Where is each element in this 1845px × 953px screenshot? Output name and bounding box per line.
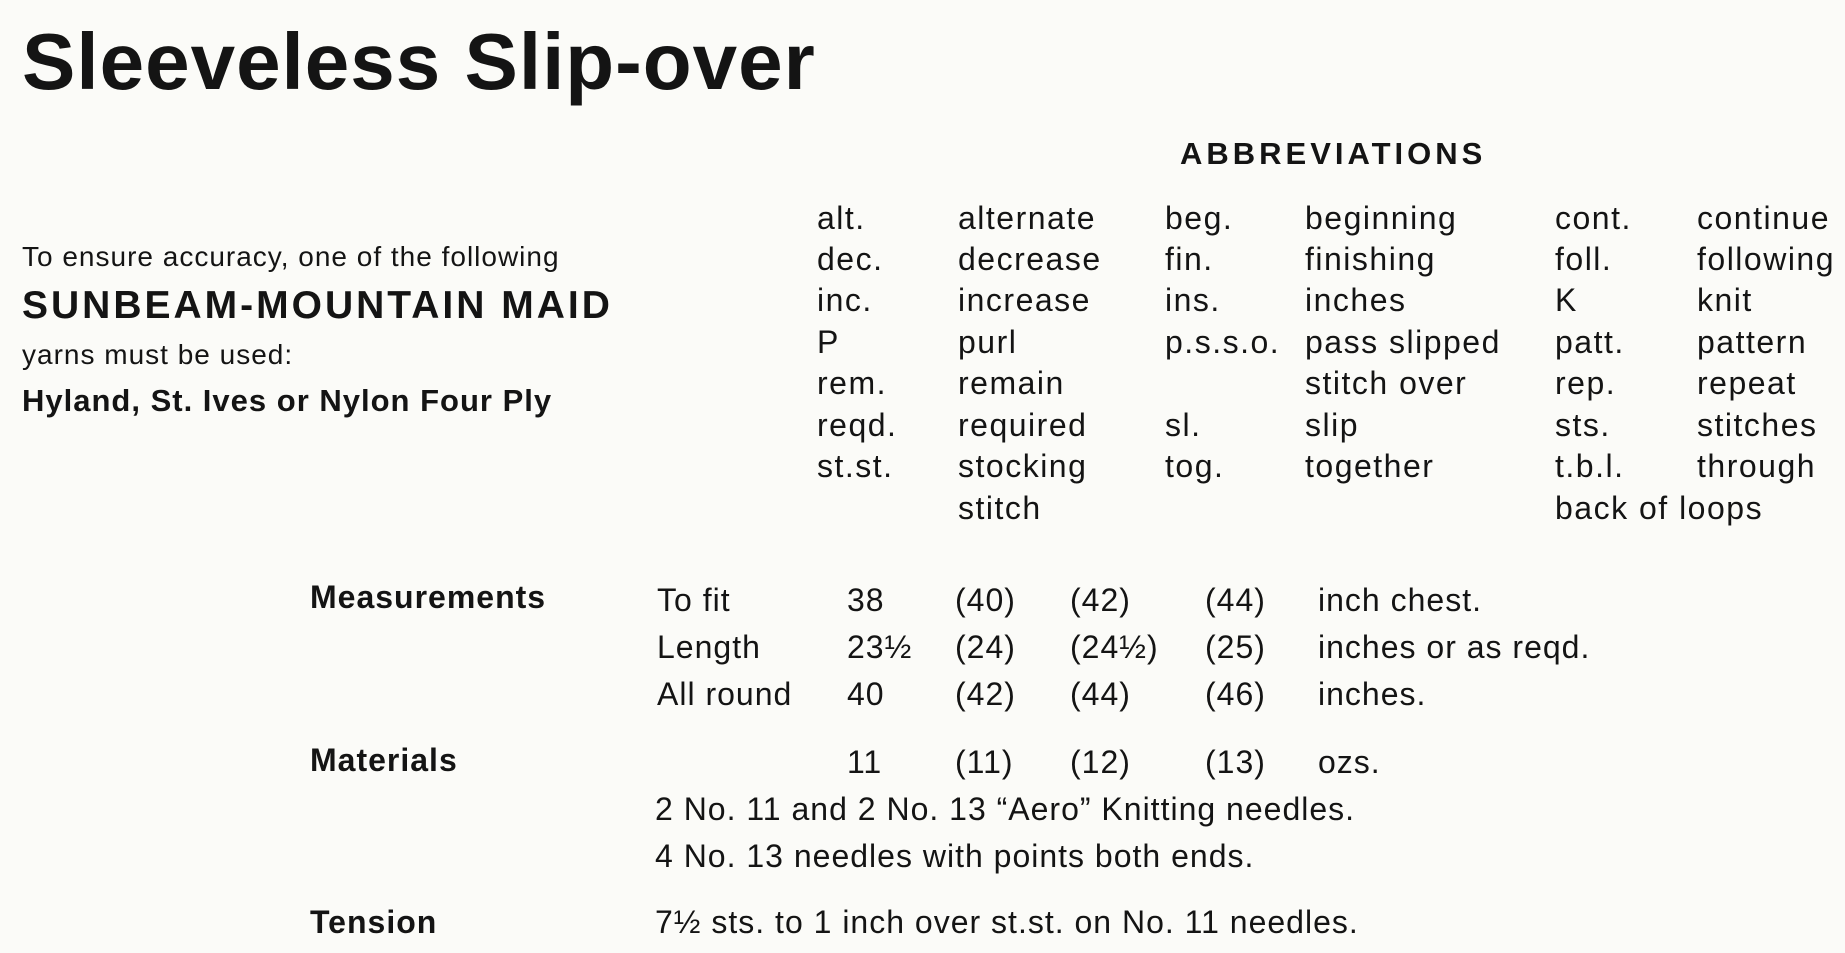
abbr-term: sts. [1555,407,1611,443]
yarn-intro: To ensure accuracy, one of the following [22,241,560,272]
abbr-meaning: stitches [1697,407,1818,443]
size-value: (46) [1205,676,1266,712]
measurement-label: To fit [657,582,731,618]
abbr-term: foll. [1555,241,1613,277]
abbr-meaning: stitch over [1305,365,1468,401]
materials-points: 4 No. 13 needles with points both ends. [655,838,1255,874]
abbr-meaning: slip [1305,407,1360,443]
abbreviation-row [0,445,1845,487]
abbreviation-row [0,404,1845,446]
abbreviation-row [0,487,1845,529]
abbreviation-row [0,279,1845,321]
abbr-meaning: beginning [1305,200,1458,236]
abbr-term: st.st. [817,448,894,484]
abbr-meaning: pass slipped [1305,324,1501,360]
abbr-term: beg. [1165,200,1234,236]
size-value: (24) [955,629,1016,665]
abbr-term: dec. [817,241,884,277]
abbr-meaning: finishing [1305,241,1436,277]
abbr-term: fin. [1165,241,1214,277]
abbreviation-row [0,321,1845,363]
measurement-label: All round [657,676,793,712]
size-value: (12) [1070,744,1131,780]
abbr-term: P [817,324,840,360]
abbr-meaning: following [1697,241,1836,277]
yarn-note: yarns must be used: [22,339,294,370]
abbr-meaning: remain [958,365,1065,401]
size-value: (44) [1070,676,1131,712]
materials-row [0,739,1845,785]
abbr-meaning: continue [1697,200,1830,236]
measurement-row [0,624,1845,670]
page-title: Sleeveless Slip-over [22,17,816,106]
abbr-meaning: required [958,407,1088,443]
size-value: (11) [955,744,1014,780]
size-value: (40) [955,582,1016,618]
materials-label: Materials [310,742,458,778]
abbr-term: reqd. [817,407,898,443]
size-value: 40 [847,676,885,712]
abbr-term: rep. [1555,365,1617,401]
size-value: 11 [847,744,883,780]
abbr-term: tog. [1165,448,1225,484]
abbr-term: rem. [817,365,887,401]
abbreviation-row [0,197,1845,239]
size-value: (25) [1205,629,1266,665]
abbr-meaning: through [1697,448,1817,484]
yarn-list: Hyland, St. Ives or Nylon Four Ply [22,383,553,418]
size-value: (42) [1070,582,1131,618]
abbr-term: ins. [1165,282,1221,318]
abbr-meaning: together [1305,448,1435,484]
abbreviation-row [0,238,1845,280]
measurement-row [0,577,1845,623]
abbr-meaning: alternate [958,200,1097,236]
abbr-term: cont. [1555,200,1632,236]
size-value: (24½) [1070,629,1159,665]
measurement-label: Length [657,629,761,665]
measurements-label: Measurements [310,579,547,615]
abbreviation-row [0,362,1845,404]
tension-label: Tension [310,904,438,940]
abbreviations-heading: ABBREVIATIONS [1180,136,1487,171]
measurement-unit: inches. [1318,676,1427,712]
abbr-meaning: stitch [958,490,1042,526]
size-value: 38 [847,582,885,618]
abbr-meaning: increase [958,282,1091,318]
abbr-meaning: decrease [958,241,1102,277]
abbr-meaning: pattern [1697,324,1808,360]
size-value: (13) [1205,744,1266,780]
abbr-meaning: repeat [1697,365,1797,401]
abbr-term: p.s.s.o. [1165,324,1281,360]
yarn-brand: SUNBEAM-MOUNTAIN MAID [22,284,613,327]
materials-needles: 2 No. 11 and 2 No. 13 “Aero” Knitting needles. [655,791,1356,827]
abbr-meaning: knit [1697,282,1753,318]
abbr-meaning: inches [1305,282,1407,318]
abbr-meaning: stocking [958,448,1088,484]
measurement-unit: inches or as reqd. [1318,629,1591,665]
abbr-term: alt. [817,200,866,236]
measurement-unit: inch chest. [1318,582,1482,618]
abbr-term: back of loops [1555,490,1764,526]
tension-text: 7½ sts. to 1 inch over st.st. on No. 11 needles. [655,904,1359,940]
abbr-term: t.b.l. [1555,448,1625,484]
abbr-meaning: purl [958,324,1018,360]
abbr-term: K [1555,282,1578,318]
size-value: (44) [1205,582,1266,618]
measurement-row [0,671,1845,717]
size-value: (42) [955,676,1016,712]
materials-unit: ozs. [1318,744,1381,780]
abbr-term: patt. [1555,324,1625,360]
abbr-term: sl. [1165,407,1202,443]
abbr-term: inc. [817,282,873,318]
size-value: 23½ [847,629,913,665]
